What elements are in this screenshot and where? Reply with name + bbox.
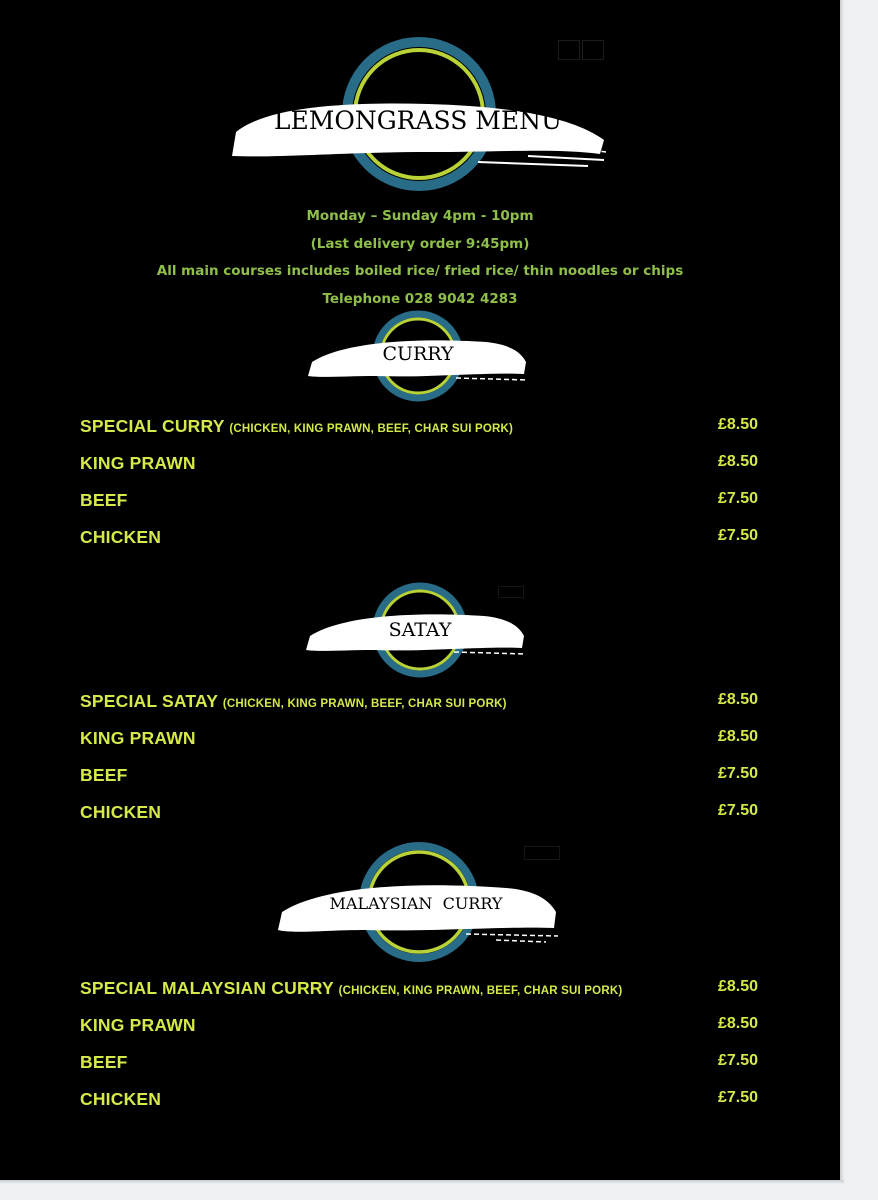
malaysian-curry-emblem	[276, 842, 560, 966]
item-name: BEEF	[80, 765, 128, 785]
menu-item-row	[80, 490, 758, 516]
menu-item-row	[80, 416, 758, 442]
menu-item-row	[80, 691, 758, 717]
item-name: CHICKEN	[80, 802, 162, 822]
item-price: £7.50	[717, 765, 758, 782]
menu-item-row	[80, 978, 758, 1004]
item-note: (CHICKEN, KING PRAWN, BEEF, CHAR SUI PORK)	[222, 698, 507, 710]
satay-emblem	[304, 582, 528, 680]
section-title-curry: CURRY	[382, 343, 454, 365]
menu-item-row	[80, 728, 758, 754]
menu-item-row	[80, 1052, 758, 1078]
item-name: KING PRAWN	[80, 453, 196, 473]
menu-item-row	[80, 1089, 758, 1115]
item-price: £7.50	[717, 490, 758, 507]
menu-item-row	[80, 765, 758, 791]
item-price: £8.50	[717, 416, 758, 433]
item-price: £8.50	[717, 691, 758, 708]
item-note: (CHICKEN, KING PRAWN, BEEF, CHAR SUI PORK)	[338, 985, 623, 997]
item-price: £7.50	[717, 527, 758, 544]
item-name: SPECIAL MALAYSIAN CURRY (CHICKEN, KING PRAWN, BEEF, CHAR SUI PORK)	[80, 978, 623, 998]
item-name: KING PRAWN	[80, 1015, 196, 1035]
menu-item-row	[80, 1015, 758, 1041]
item-name: SPECIAL CURRY (CHICKEN, KING PRAWN, BEEF, CHAR SUI PORK)	[80, 416, 514, 436]
page-edge-shadow	[840, 0, 844, 1180]
last-delivery-note: (Last delivery order 9:45pm)	[310, 236, 530, 252]
menu-item-row	[80, 802, 758, 828]
menu-item-row	[80, 453, 758, 479]
item-price: £7.50	[717, 1052, 758, 1069]
section-title-malaysian-curry: MALAYSIAN CURRY	[329, 894, 503, 913]
item-name: KING PRAWN	[80, 728, 196, 748]
menu-title: LEMONGRASS MENU	[273, 106, 563, 135]
item-name: SPECIAL SATAY (CHICKEN, KING PRAWN, BEEF, CHAR SUI PORK)	[80, 691, 507, 711]
item-name: BEEF	[80, 1052, 128, 1072]
item-price: £8.50	[717, 453, 758, 470]
section-title-satay: SATAY	[388, 619, 452, 641]
title-emblem	[228, 36, 608, 196]
opening-hours: Monday – Sunday 4pm - 10pm	[306, 208, 534, 224]
telephone-number: Telephone 028 9042 4283	[322, 291, 518, 307]
item-name: CHICKEN	[80, 1089, 162, 1109]
item-name: BEEF	[80, 490, 128, 510]
main-course-note: All main courses includes boiled rice/ fried rice/ thin noodles or chips	[156, 263, 684, 279]
item-price: £8.50	[717, 728, 758, 745]
item-note: (CHICKEN, KING PRAWN, BEEF, CHAR SUI PORK)	[229, 423, 514, 435]
item-price: £8.50	[717, 978, 758, 995]
item-price: £7.50	[717, 1089, 758, 1106]
menu-item-row	[80, 527, 758, 553]
item-price: £8.50	[717, 1015, 758, 1032]
page-bottom-shadow	[0, 1180, 844, 1184]
item-name: CHICKEN	[80, 527, 162, 547]
item-price: £7.50	[717, 802, 758, 819]
curry-emblem	[306, 310, 530, 404]
